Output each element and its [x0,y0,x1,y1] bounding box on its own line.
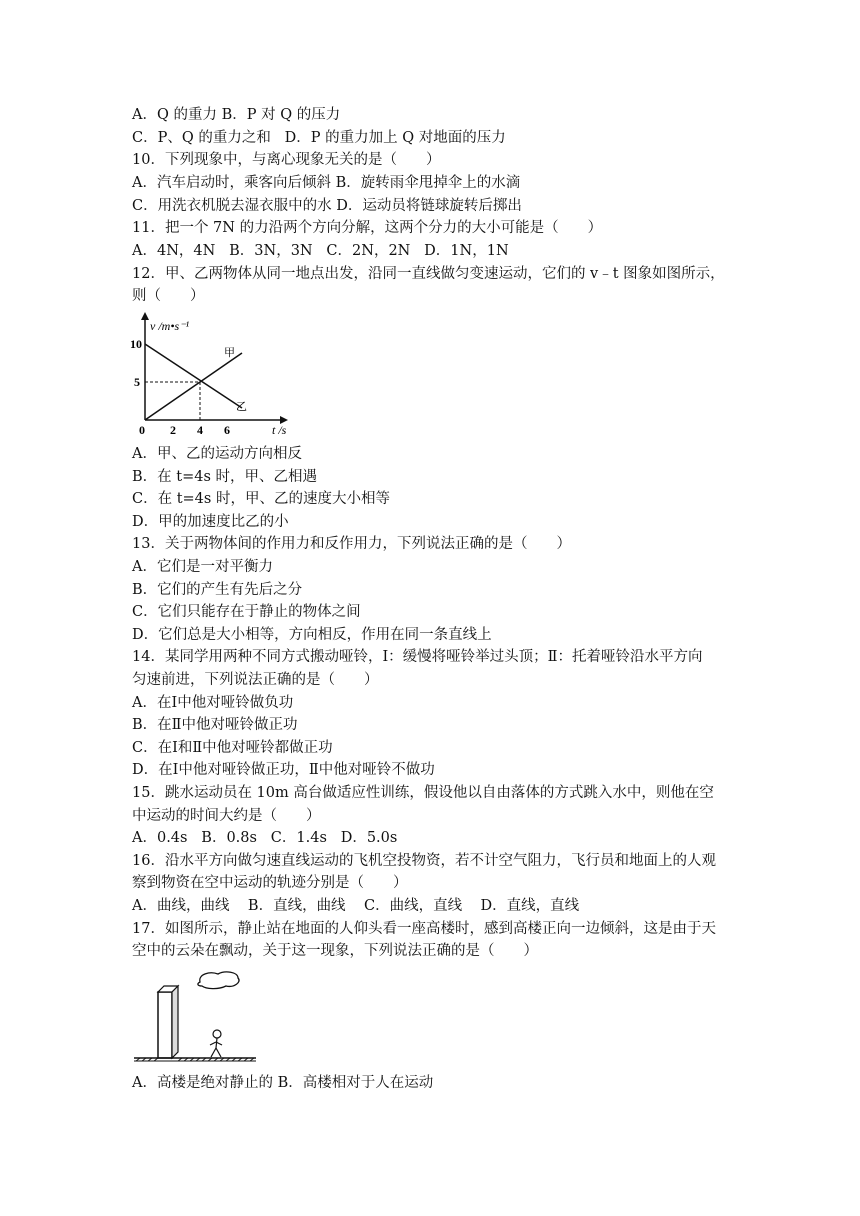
series-jia-label: 甲 [224,347,235,359]
x-tick-0: 0 [139,423,145,437]
ground [134,1058,256,1061]
question-17: 17．如图所示，静止站在地面的人仰头看一座高楼时，感到高楼正向一边倾斜，这是由于天 [132,921,716,937]
text-line: A．甲、乙的运动方向相反 [132,446,302,462]
question-13: 13．关于两物体间的作用力和反作用力，下列说法正确的是（ ） [132,536,571,552]
text-line: 匀速前进，下列说法正确的是（ ） [132,672,379,688]
y-tick-5: 5 [134,375,140,389]
text-line: A．汽车启动时，乘客向后倾斜 B．旋转雨伞甩掉伞上的水滴 [132,175,521,191]
text-line: 察到物资在空中运动的轨迹分别是（ ） [132,875,408,891]
text-line: D．它们总是大小相等，方向相反，作用在同一条直线上 [132,627,492,643]
text-line: A．高楼是绝对静止的 B．高楼相对于人在运动 [132,1075,434,1091]
text-line: D．甲的加速度比乙的小 [132,514,289,530]
text-line: A．Q 的重力 B．P 对 Q 的压力 [132,107,341,123]
question-16: 16．沿水平方向做匀速直线运动的飞机空投物资，若不计空气阻力，飞行员和地面上的人观 [132,853,716,869]
question-14: 14．某同学用两种不同方式搬动哑铃，Ⅰ：缓慢将哑铃举过头顶；Ⅱ：托着哑铃沿水平方向 [132,649,703,665]
text-line: A．曲线，曲线 B．直线，曲线 C．曲线，直线 D．直线，直线 [132,898,580,914]
vt-graph [130,310,290,440]
text-line: C．用洗衣机脱去湿衣服中的水 D．运动员将链球旋转后掷出 [132,198,522,214]
series-yi-label: 乙 [236,401,247,413]
building-icon [158,992,172,1058]
x-tick-4: 4 [197,423,203,437]
text-line: C．在 t=4s 时，甲、乙的速度大小相等 [132,491,390,507]
text-line: C．P、Q 的重力之和 D．P 的重力加上 Q 对地面的压力 [132,130,506,146]
x-axis-label: t /s [272,423,287,437]
text-line: C．它们只能存在于静止的物体之间 [132,604,361,620]
building-side [172,986,178,1058]
question-12: 12．甲、乙两物体从同一地点出发，沿同一直线做匀变速运动，它们的 v﹣t 图象如图所示， [132,266,725,282]
person-icon [210,1030,222,1057]
text-line: 中运动的时间大约是（ ） [132,808,321,824]
cloud-icon [198,972,239,989]
text-line: B．在 t=4s 时，甲、乙相遇 [132,469,318,485]
x-tick-2: 2 [170,423,176,437]
text-line: C．在Ⅰ和Ⅱ中他对哑铃都做正功 [132,740,333,756]
y-axis-label: v /m•s⁻¹ [150,319,190,333]
text-line: A．4N，4N B．3N，3N C．2N，2N D．1N，1N [132,243,509,259]
text-line: B．它们的产生有先后之分 [132,582,303,598]
text-line: A．在Ⅰ中他对哑铃做负功 [132,695,294,711]
y-axis-arrow [141,312,149,320]
text-line: B．在Ⅱ中他对哑铃做正功 [132,717,298,733]
text-line: 则（ ） [132,288,205,304]
question-10: 10．下列现象中，与离心现象无关的是（ ） [132,152,441,168]
text-line: 空中的云朵在飘动，关于这一现象，下列说法正确的是（ ） [132,943,538,959]
question-11: 11．把一个 7N 的力沿两个方向分解，这两个分力的大小可能是（ ） [132,220,603,236]
text-line: A．0.4s B．0.8s C．1.4s D．5.0s [132,830,398,846]
text-line: A．它们是一对平衡力 [132,559,273,575]
series-jia-line [145,353,242,420]
building-cloud-figure [130,968,265,1068]
question-15: 15．跳水运动员在 10m 高台做适应性训练，假设他以自由落体的方式跳入水中，则他在空 [132,785,714,801]
text-line: D．在Ⅰ中他对哑铃做正功，Ⅱ中他对哑铃不做功 [132,762,435,778]
y-tick-10: 10 [130,337,142,351]
x-tick-6: 6 [224,423,230,437]
